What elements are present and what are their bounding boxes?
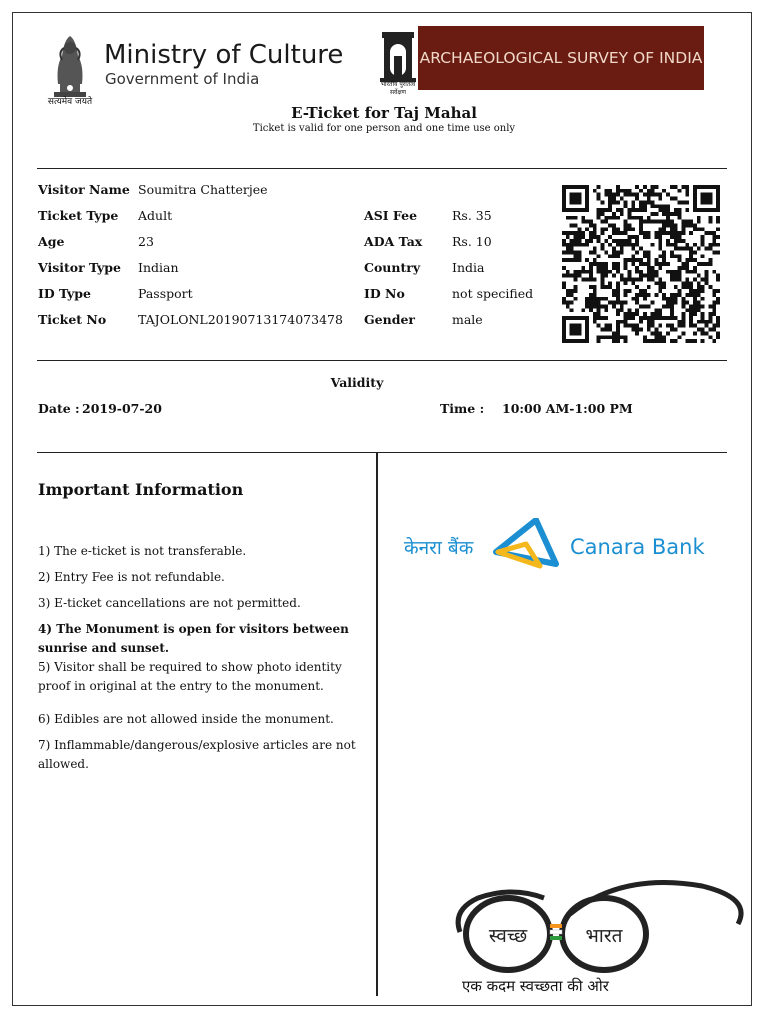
emblem-caption: सत्यमेव जयते: [47, 97, 93, 107]
date-value: 2019-07-20: [82, 401, 162, 416]
id-type-label: ID Type: [38, 286, 91, 301]
divider-middle: [37, 360, 727, 361]
info-item-7: 7) Inflammable/dangerous/explosive articles are not allowed.: [38, 738, 356, 771]
info-item-3: 3) E-ticket cancellations are not permitted.: [38, 596, 301, 610]
id-no-value: not specified: [452, 286, 534, 301]
id-no-label: ID No: [364, 286, 405, 301]
info-item-1: 1) The e-ticket is not transferable.: [38, 544, 247, 558]
info-item-4: 4) The Monument is open for visitors between sunrise and sunset.: [38, 622, 349, 655]
column-divider: [376, 452, 378, 996]
visitor-name-label: Visitor Name: [38, 182, 130, 197]
id-type-value: Passport: [138, 286, 193, 301]
gender-label: Gender: [364, 312, 415, 327]
info-title: Important Information: [38, 480, 244, 499]
divider-bottom: [37, 452, 727, 453]
country-value: India: [452, 260, 485, 275]
validity-title: Validity: [330, 375, 384, 390]
canara-hindi-text: केनरा बैंक: [404, 537, 474, 559]
visitor-type-value: Indian: [138, 260, 179, 275]
ada-tax-label: ADA Tax: [364, 234, 423, 249]
age-label: Age: [38, 234, 65, 249]
ticket-type-label: Ticket Type: [38, 208, 119, 223]
ministry-subtitle: Government of India: [105, 70, 260, 88]
divider-top: [37, 168, 727, 169]
ticket-title: E-Ticket for Taj Mahal: [291, 104, 477, 122]
ticket-no-value: TAJOLONL20190713174073478: [138, 312, 343, 327]
ministry-title: Ministry of Culture: [104, 40, 344, 70]
info-item-5: 5) Visitor shall be required to show photo identity proof in original at the entry to the monument.: [38, 660, 342, 693]
asi-fee-label: ASI Fee: [364, 208, 418, 223]
info-item-6: 6) Edibles are not allowed inside the monument.: [38, 712, 334, 726]
gender-value: male: [452, 312, 483, 327]
asi-banner: ARCHAEOLOGICAL SURVEY OF INDIA: [418, 26, 704, 90]
ticket-frame: [12, 12, 752, 1006]
country-label: Country: [364, 260, 421, 275]
swachh-right-text: भारत: [585, 925, 623, 947]
ada-tax-value: Rs. 10: [452, 234, 492, 249]
swachh-caption: एक कदम स्वच्छता की ओर: [462, 977, 609, 995]
ticket-type-value: Adult: [138, 208, 173, 223]
time-value: 10:00 AM-1:00 PM: [502, 401, 633, 416]
asi-mark-caption: भारतीय पुरातत्व सर्वेक्षण: [380, 81, 416, 96]
swachh-left-text: स्वच्छ: [488, 925, 528, 947]
ticket-subtitle: Ticket is valid for one person and one time use only: [252, 123, 516, 134]
date-label: Date :: [38, 401, 80, 416]
canara-english-text: Canara Bank: [570, 535, 705, 559]
visitor-type-label: Visitor Type: [38, 260, 121, 275]
asi-fee-value: Rs. 35: [452, 208, 492, 223]
ticket-no-label: Ticket No: [38, 312, 107, 327]
time-label: Time :: [440, 401, 485, 416]
canara-logo-icon: [400, 518, 720, 572]
info-item-2: 2) Entry Fee is not refundable.: [38, 570, 225, 584]
age-value: 23: [138, 234, 154, 249]
qr-code-icon: [562, 183, 720, 345]
visitor-name-value: Soumitra Chatterjee: [138, 182, 268, 197]
